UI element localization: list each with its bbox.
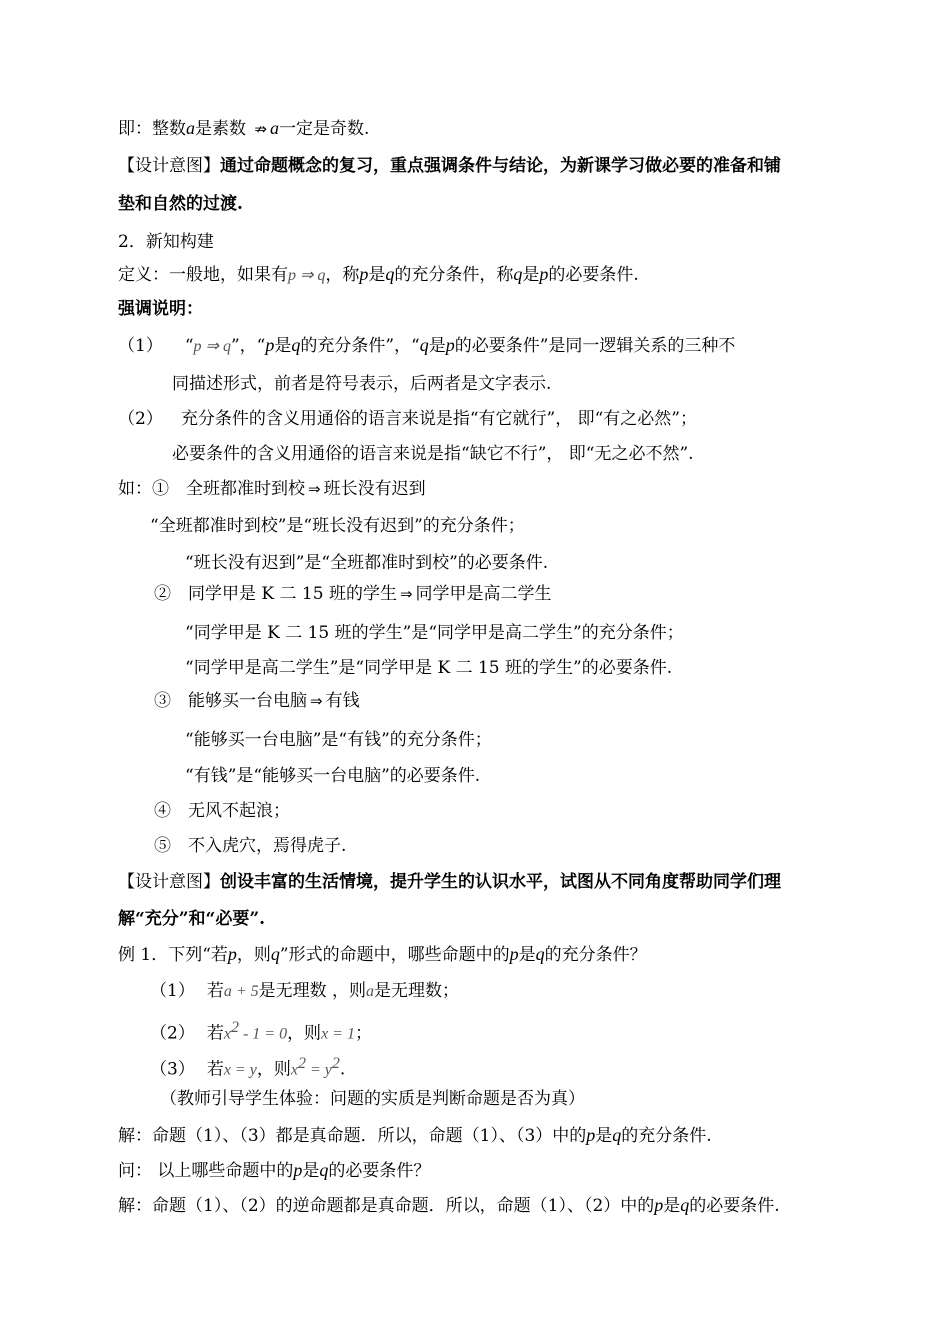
teacher-note: （教师引导学生体验：问题的实质是判断命题是否为真） [160,1089,585,1109]
text: 的充分条件. [621,1126,712,1146]
text: “ [184,336,194,356]
text: 的充分条件，称 [394,265,514,285]
design-intent-2 [118,871,781,893]
text: 若 [206,1059,224,1080]
text: 问： 以上哪些命题中的 [118,1161,294,1181]
text: 是 [368,265,386,285]
var-p: p [509,944,519,964]
text: 即：整数 [118,119,186,139]
text: ，称 [325,265,360,285]
math-expr: x = y [223,1061,257,1079]
text: ，则 [236,945,271,965]
var-q: q [535,944,545,964]
var-p: p [445,335,455,355]
text: 的充分条件”，“ [300,336,420,356]
proposition-3 [150,1053,345,1082]
text: 是无理数； [374,981,460,1001]
var-p: p [359,264,369,284]
text: 是 [595,1126,613,1146]
example-1 [118,478,426,500]
text: 定义：一般地，如果有 [118,265,288,285]
text: 的必要条件. [548,265,639,285]
example-2 [154,583,552,605]
emphasis-item-2 [118,408,697,430]
text: 解：命题（1）、（3）都是真命题．所以，命题（1）、（3）中的 [118,1126,587,1146]
implies-symbol: ⇒ [310,692,323,710]
text: 若 [206,981,224,1001]
answer-1 [118,1124,712,1147]
text: 的必要条件. [689,1196,780,1216]
example-5: ⑤ 不入虎穴，焉得虎子. [154,836,347,856]
text: ； [354,1023,372,1044]
emphasis-item-1-cont: 同描述形式，前者是符号表示，后两者是文字表示. [172,374,552,394]
item-number: （1） [150,981,195,1001]
var-p: p [227,944,237,964]
text: 是 [428,336,446,356]
text: 是 [274,336,292,356]
text: 是无理数 ，则 [258,981,367,1001]
implies-symbol: ⇒ [399,585,413,603]
text: 是素数 [195,119,252,139]
design-intent-label: 【设计意图】 [118,156,220,176]
text: 若 [206,1023,224,1044]
item-number: （1） [118,336,163,356]
var-p: p [654,1195,664,1215]
item-number: （2） [118,409,163,429]
question [118,1159,430,1182]
example-1-sufficient: “全班都准时到校”是“班长没有迟到”的充分条件； [150,516,525,536]
design-intent-text: 创设丰富的生活情境，提升学生的认识水平，试图从不同角度帮助同学们理 [220,872,781,892]
math-expr: - 1 = 0 [238,1025,288,1043]
var-a: a [366,983,375,1000]
example-3 [154,690,360,712]
exponent: 2 [297,1055,306,1072]
design-intent-text: 通过命题概念的复习，重点强调条件与结论，为新课学习做必要的准备和铺 [220,156,781,176]
var-x: x [290,1061,298,1079]
emphasis-heading: 强调说明： [118,299,203,319]
emphasis-item-2-cont: 必要条件的含义用通俗的语言来说是指“缺它不行”， 即“无之必不然”. [172,444,694,464]
text: 是 [522,265,540,285]
var-q: q [291,335,301,355]
answer-2 [118,1194,780,1217]
text: . [339,1059,346,1080]
text: 的必要条件？ [328,1161,431,1181]
text: 有钱 [325,691,360,711]
design-intent-1 [118,155,781,177]
text: ，则 [287,1023,322,1044]
math-expr: p ⇒ q [193,338,231,355]
text: 是 [663,1196,681,1216]
item-number: （2） [150,1023,195,1044]
var-q: q [270,944,280,964]
text: 充分条件的含义用通俗的语言来说是指“有它就行”， 即“有之必然”； [180,409,697,429]
exponent: 2 [331,1055,340,1072]
var-p: p [293,1160,303,1180]
equals: = [305,1061,325,1079]
example-2-sufficient: “同学甲是 K 二 15 班的学生”是“同学甲是高二学生”的充分条件； [185,623,684,643]
var-y: y [324,1061,332,1079]
text: ，则 [256,1059,291,1080]
section-title: 2．新知构建 [118,232,214,252]
var-p: p [539,264,549,284]
math-expr: a + 5 [223,983,259,1000]
text: 是 [518,945,536,965]
example-question [118,943,647,966]
emphasis-item-1 [118,334,735,358]
text: 如：① 全班都准时到校 [118,479,305,499]
line-1 [118,117,369,140]
math-expr: x = 1 [321,1025,355,1043]
text: 的必要条件”是同一逻辑关系的三种不 [454,336,736,356]
var-x: x [223,1025,231,1043]
text: 的充分条件？ [544,945,647,965]
proposition-1 [150,980,459,1003]
example-3-necessary: “有钱”是“能够买一台电脑”的必要条件. [185,766,481,786]
item-number: （3） [150,1059,195,1080]
var-q: q [319,1160,329,1180]
var-a: a [269,118,279,138]
var-p: p [586,1125,596,1145]
design-intent-label: 【设计意图】 [118,872,220,892]
proposition-2 [150,1017,372,1046]
var-q: q [513,264,523,284]
text: ”形式的命题中，哪些命题中的 [279,945,510,965]
example-4: ④ 无风不起浪； [154,801,290,821]
design-intent-1-cont: 垫和自然的过渡. [118,194,243,214]
example-1-necessary: “班长没有迟到”是“全班都准时到校”的必要条件. [185,553,549,573]
implies-symbol: ⇒ [308,480,321,498]
var-q: q [680,1195,690,1215]
text: ② 同学甲是 K 二 15 班的学生 [154,584,397,604]
text: 例 1．下列“若 [118,945,228,965]
text: ”，“ [230,336,266,356]
math-expr: p ⇒ q [288,267,326,284]
not-implies-symbol: ⇏ [254,120,267,138]
text: 班长没有迟到 [323,479,426,499]
text: 同学甲是高二学生 [415,584,552,604]
exponent: 2 [230,1019,239,1036]
var-p: p [265,335,275,355]
example-2-necessary: “同学甲是高二学生”是“同学甲是 K 二 15 班的学生”的必要条件. [185,658,673,678]
text: ③ 能够买一台电脑 [154,691,307,711]
var-a: a [186,118,195,138]
text: 一定是奇数. [278,119,370,139]
text: 是 [302,1161,320,1181]
var-q: q [612,1125,622,1145]
definition [118,263,639,287]
design-intent-2-cont: 解“充分”和“必要”. [118,909,266,929]
text: 解：命题（1）、（2）的逆命题都是真命题．所以，命题（1）、（2）中的 [118,1196,655,1216]
var-q: q [419,335,429,355]
var-q: q [385,264,395,284]
example-3-sufficient: “能够买一台电脑”是“有钱”的充分条件； [185,730,492,750]
